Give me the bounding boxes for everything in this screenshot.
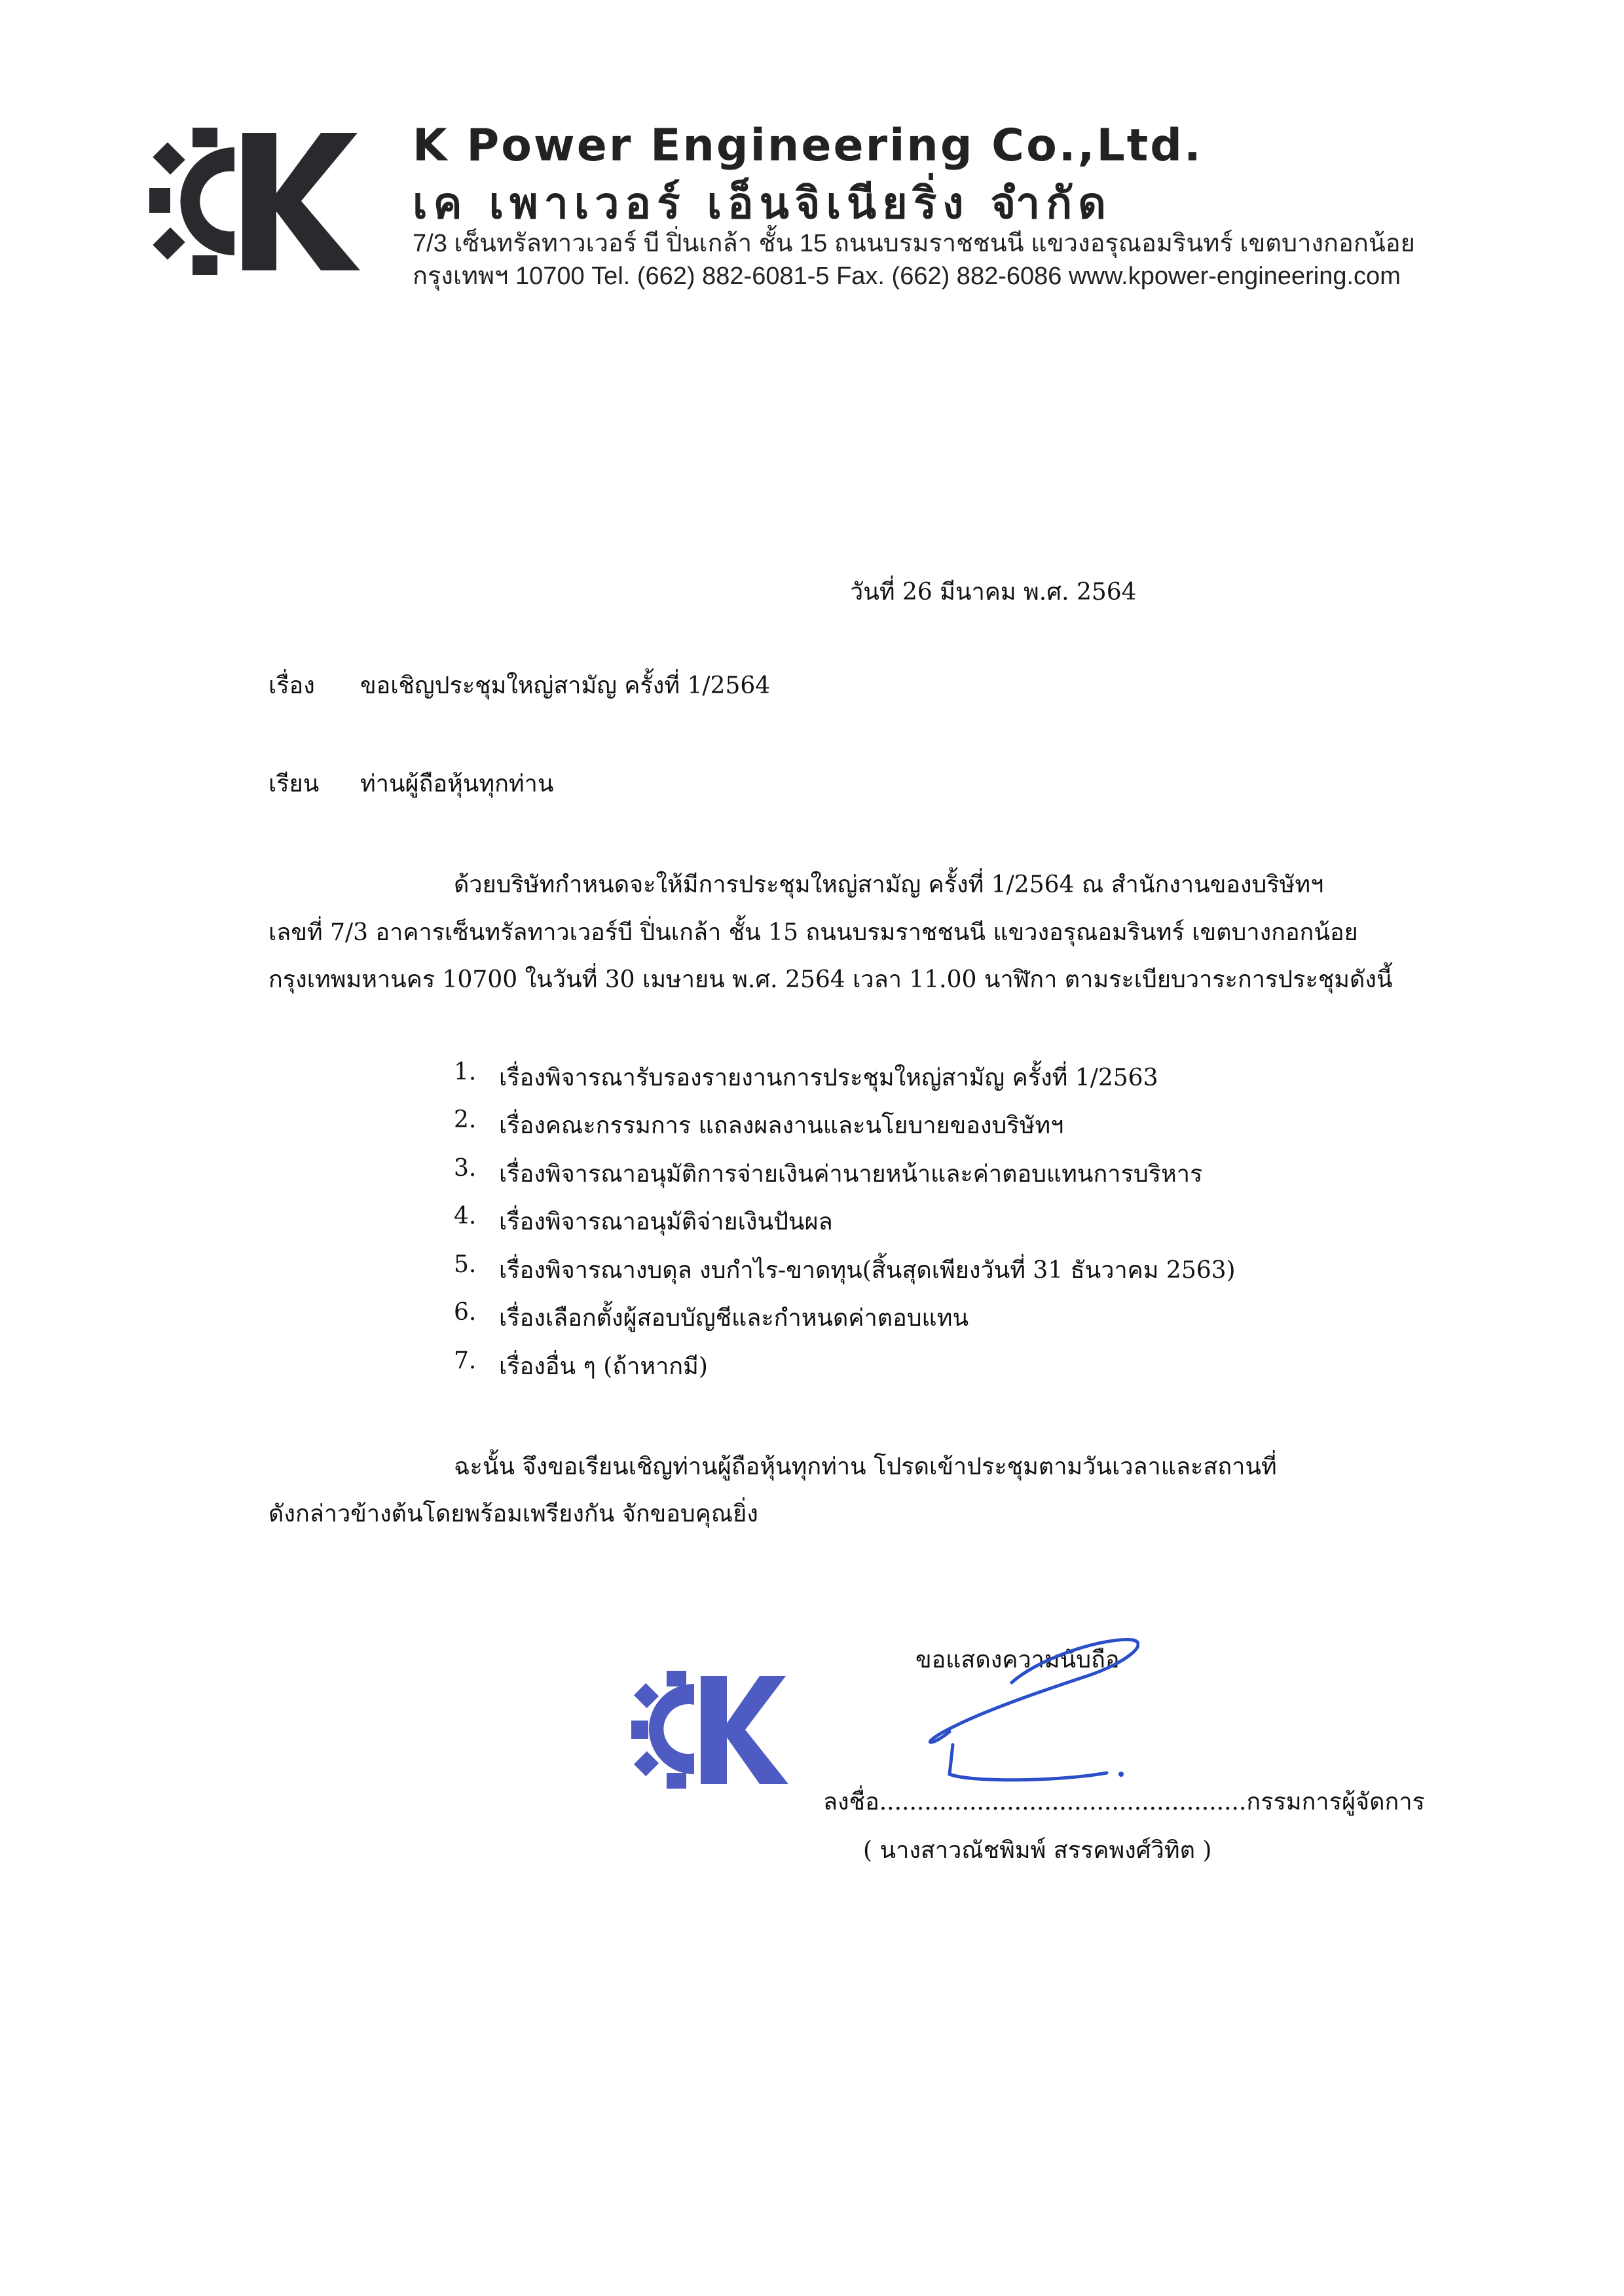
agenda-item-text: เรื่องพิจารณางบดุล งบกำไร-ขาดทุน(สิ้นสุดเพียงวันที่ 31 ธันวาคม 2563) [499, 1257, 1236, 1284]
agenda-item-text: เรื่องคณะกรรมการ แถลงผลงานและนโยบายของบริษัทฯ [499, 1112, 1064, 1139]
agenda-item-text: เรื่องพิจารณารับรองรายงานการประชุมใหญ่สามัญ ครั้งที่ 1/2563 [499, 1065, 1158, 1091]
agenda-item-number: 5. [454, 1251, 477, 1278]
agenda-item-number: 4. [454, 1203, 477, 1230]
agenda-item-text: เรื่องพิจารณาอนุมัติการจ่ายเงินค่านายหน้าและค่าตอบแทนการบริหาร [499, 1161, 1203, 1188]
agenda-item-number: 1. [454, 1059, 477, 1085]
agenda-item-number: 3. [454, 1155, 477, 1182]
agenda-item-number: 6. [454, 1299, 477, 1326]
agenda-item-number: 7. [454, 1347, 477, 1374]
company-logo-icon [149, 128, 360, 275]
agenda-item-text: เรื่องพิจารณาอนุมัติจ่ายเงินปันผล [499, 1209, 833, 1235]
paragraph-1-line: เลขที่ 7/3 อาคารเซ็นทรัลทาวเวอร์บี ปิ่นเกล้า ชั้น 15 ถนนบรมราชชนนี แขวงอรุณอมรินทร์ เขตบางกอกน้อย [268, 919, 1358, 946]
recipient-text: ท่านผู้ถือหุ้นทุกท่าน [360, 771, 554, 797]
letter-date: วันที่ 26 มีนาคม พ.ศ. 2564 [850, 579, 1137, 606]
paragraph-1-line: ด้วยบริษัทกำหนดจะให้มีการประชุมใหญ่สามัญ ครั้งที่ 1/2564 ณ สำนักงานของบริษัทฯ [454, 871, 1324, 898]
signature-line: ลงชื่อ.................................................กรรมการผู้จัดการ [823, 1789, 1425, 1815]
paragraph-1-line: กรุงเทพมหานคร 10700 ในวันที่ 30 เมษายน พ.ศ. 2564 เวลา 11.00 นาฬิกา ตามระเบียบวาระการประชุมดังนี้ [268, 966, 1393, 993]
company-stamp-icon [629, 1669, 789, 1791]
company-name-english: K Power Engineering Co.,Ltd. [413, 120, 1203, 172]
signer-name: ( นางสาวณัชพิมพ์ สรรคพงศ์วิทิต ) [863, 1837, 1212, 1864]
paragraph-2-line: ดังกล่าวข้างต้นโดยพร้อมเพรียงกัน จักขอบคุณยิ่ง [268, 1501, 758, 1527]
closing-text: ขอแสดงความนับถือ [915, 1647, 1120, 1673]
subject-text: ขอเชิญประชุมใหญ่สามัญ ครั้งที่ 1/2564 [360, 672, 771, 699]
company-address-line2: กรุงเทพฯ 10700 Tel. (662) 882-6081-5 Fax. (662) 882-6086 www.kpower-engineering.com [413, 263, 1401, 290]
company-address-line1: 7/3 เซ็นทรัลทาวเวอร์ บี ปิ่นเกล้า ชั้น 15 ถนนบรมราชชนนี แขวงอรุณอมรินทร์ เขตบางกอกน้อย [413, 230, 1415, 257]
agenda-item-text: เรื่องเลือกตั้งผู้สอบบัญชีและกำหนดค่าตอบแทน [499, 1305, 969, 1332]
agenda-item-text: เรื่องอื่น ๆ (ถ้าหากมี) [499, 1353, 708, 1380]
handwritten-signature [891, 1611, 1139, 1794]
company-name-thai: เค เพาเวอร์ เอ็นจิเนียริ่ง จำกัด [413, 178, 1113, 228]
recipient-label: เรียน [268, 771, 320, 797]
paragraph-2-line: ฉะนั้น จึงขอเรียนเชิญท่านผู้ถือหุ้นทุกท่าน โปรดเข้าประชุมตามวันเวลาและสถานที่ [454, 1453, 1277, 1480]
agenda-item-number: 2. [454, 1106, 477, 1133]
subject-label: เรื่อง [268, 672, 315, 699]
